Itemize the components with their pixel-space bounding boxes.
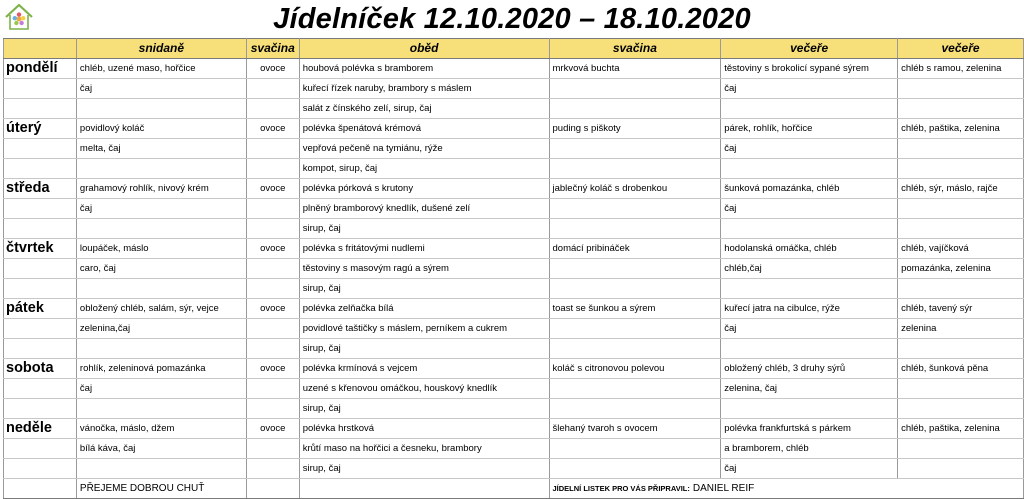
- obed-cell: houbová polévka s bramborem: [299, 59, 549, 79]
- svacina-afternoon-cell: toast se šunkou a sýrem: [549, 299, 721, 319]
- snidane-cell: zelenina,čaj: [76, 319, 246, 339]
- day-name: sobota: [4, 359, 77, 379]
- day-row: [4, 359, 1024, 379]
- day-cell-empty: [4, 439, 77, 459]
- snidane-cell: čaj: [76, 199, 246, 219]
- day-cell-empty: [4, 199, 77, 219]
- svacina-cell: [246, 99, 299, 119]
- footer-signature: [549, 479, 1024, 499]
- vecere-cell: a bramborem, chléb: [721, 439, 898, 459]
- obed-cell: polévka špenátová krémová: [299, 119, 549, 139]
- svacina-cell: [246, 379, 299, 399]
- svacina-afternoon-cell: [549, 99, 721, 119]
- day-name: pondělí: [4, 59, 77, 79]
- svacina-cell: [246, 279, 299, 299]
- snidane-cell: vánočka, máslo, džem: [76, 419, 246, 439]
- svacina-afternoon-cell: jablečný koláč s drobenkou: [549, 179, 721, 199]
- obed-cell: těstoviny s masovým ragú a sýrem: [299, 259, 549, 279]
- svacina-afternoon-cell: [549, 319, 721, 339]
- svacina-cell: [246, 139, 299, 159]
- vecere-cell: [721, 399, 898, 419]
- vecere-cell: chléb,čaj: [721, 259, 898, 279]
- day-cell-empty: [4, 379, 77, 399]
- day-name: čtvrtek: [4, 239, 77, 259]
- day-cell-empty: [4, 219, 77, 239]
- svacina-afternoon-cell: [549, 279, 721, 299]
- snidane-cell: chléb, uzené maso, hořčice: [76, 59, 246, 79]
- vecere-second-cell: [898, 399, 1024, 419]
- day-row: [4, 159, 1024, 179]
- svacina-cell: [246, 219, 299, 239]
- vecere-second-cell: chléb, paštika, zelenina: [898, 419, 1024, 439]
- vecere-second-cell: chléb s ramou, zelenina: [898, 59, 1024, 79]
- header-svacina-afternoon: svačina: [549, 39, 721, 59]
- obed-cell: plněný bramborový knedlík, dušené zelí: [299, 199, 549, 219]
- vecere-second-cell: zelenina: [898, 319, 1024, 339]
- footer-empty: [4, 479, 77, 499]
- obed-cell: sirup, čaj: [299, 339, 549, 359]
- obed-cell: polévka pórková s krutony: [299, 179, 549, 199]
- day-name: neděle: [4, 419, 77, 439]
- svacina-cell: [246, 459, 299, 479]
- vecere-cell: [721, 99, 898, 119]
- svacina-cell: [246, 339, 299, 359]
- vecere-second-cell: [898, 279, 1024, 299]
- footer-empty: [246, 479, 299, 499]
- snidane-cell: povidlový koláč: [76, 119, 246, 139]
- header-cell-day: [4, 39, 77, 59]
- day-cell-empty: [4, 319, 77, 339]
- svacina-cell: ovoce: [246, 419, 299, 439]
- snidane-cell: [76, 279, 246, 299]
- vecere-second-cell: [898, 79, 1024, 99]
- svacina-afternoon-cell: puding s piškoty: [549, 119, 721, 139]
- svacina-afternoon-cell: [549, 139, 721, 159]
- svacina-afternoon-cell: [549, 339, 721, 359]
- svacina-cell: [246, 399, 299, 419]
- vecere-second-cell: [898, 139, 1024, 159]
- obed-cell: vepřová pečeně na tymiánu, rýže: [299, 139, 549, 159]
- day-row: [4, 459, 1024, 479]
- vecere-cell: párek, rohlík, hořčice: [721, 119, 898, 139]
- day-cell-empty: [4, 399, 77, 419]
- menu-title: Jídelníček 12.10.2020 – 18.10.2020: [273, 3, 751, 35]
- day-row: [4, 439, 1024, 459]
- svacina-cell: [246, 259, 299, 279]
- vecere-cell: polévka frankfurtská s párkem: [721, 419, 898, 439]
- svacina-afternoon-cell: koláč s citronovou polevou: [549, 359, 721, 379]
- vecere-second-cell: [898, 379, 1024, 399]
- obed-cell: polévka hrstková: [299, 419, 549, 439]
- svacina-afternoon-cell: [549, 199, 721, 219]
- snidane-cell: caro, čaj: [76, 259, 246, 279]
- vecere-cell: šunková pomazánka, chléb: [721, 179, 898, 199]
- day-row: [4, 419, 1024, 439]
- snidane-cell: [76, 339, 246, 359]
- day-row: [4, 279, 1024, 299]
- vecere-second-cell: chléb, šunková pěna: [898, 359, 1024, 379]
- day-cell-empty: [4, 259, 77, 279]
- day-row: [4, 199, 1024, 219]
- obed-cell: sirup, čaj: [299, 219, 549, 239]
- day-row: [4, 259, 1024, 279]
- svacina-afternoon-cell: domácí pribináček: [549, 239, 721, 259]
- svacina-afternoon-cell: [549, 219, 721, 239]
- svacina-afternoon-cell: [549, 259, 721, 279]
- snidane-cell: loupáček, máslo: [76, 239, 246, 259]
- day-cell-empty: [4, 159, 77, 179]
- day-name: středa: [4, 179, 77, 199]
- svacina-cell: [246, 319, 299, 339]
- day-cell-empty: [4, 79, 77, 99]
- snidane-cell: grahamový rohlík, nivový krém: [76, 179, 246, 199]
- snidane-cell: bílá káva, čaj: [76, 439, 246, 459]
- day-row: [4, 299, 1024, 319]
- svacina-cell: ovoce: [246, 59, 299, 79]
- svacina-afternoon-cell: [549, 459, 721, 479]
- vecere-second-cell: [898, 459, 1024, 479]
- day-row: [4, 179, 1024, 199]
- vecere-cell: [721, 279, 898, 299]
- header-snidane: snidaně: [76, 39, 246, 59]
- vecere-second-cell: chléb, vajíčková: [898, 239, 1024, 259]
- vecere-cell: obložený chléb, 3 druhy sýrů: [721, 359, 898, 379]
- day-cell-empty: [4, 99, 77, 119]
- day-row: [4, 399, 1024, 419]
- svacina-afternoon-cell: [549, 79, 721, 99]
- vecere-second-cell: [898, 339, 1024, 359]
- day-row: [4, 99, 1024, 119]
- vecere-second-cell: [898, 199, 1024, 219]
- vecere-cell: hodolanská omáčka, chléb: [721, 239, 898, 259]
- vecere-second-cell: chléb, paštika, zelenina: [898, 119, 1024, 139]
- svacina-afternoon-cell: [549, 439, 721, 459]
- day-row: [4, 139, 1024, 159]
- day-row: [4, 339, 1024, 359]
- header-svacina-morning: svačina: [246, 39, 299, 59]
- snidane-cell: melta, čaj: [76, 139, 246, 159]
- svacina-cell: [246, 439, 299, 459]
- vecere-cell: čaj: [721, 199, 898, 219]
- snidane-cell: [76, 159, 246, 179]
- vecere-cell: zelenina, čaj: [721, 379, 898, 399]
- obed-cell: povidlové taštičky s máslem, perníkem a cukrem: [299, 319, 549, 339]
- snidane-cell: [76, 99, 246, 119]
- footer-greeting: PŘEJEME DOBROU CHUŤ: [76, 479, 246, 499]
- obed-cell: kuřecí řízek naruby, brambory s máslem: [299, 79, 549, 99]
- menu-table: [3, 38, 1024, 499]
- header-vecere-second: večeře: [898, 39, 1024, 59]
- day-cell-empty: [4, 139, 77, 159]
- snidane-cell: [76, 219, 246, 239]
- obed-cell: sirup, čaj: [299, 399, 549, 419]
- snidane-cell: čaj: [76, 379, 246, 399]
- obed-cell: salát z čínského zelí, sirup, čaj: [299, 99, 549, 119]
- header-obed: oběd: [299, 39, 549, 59]
- vecere-second-cell: chléb, sýr, máslo, rajče: [898, 179, 1024, 199]
- vecere-second-cell: [898, 99, 1024, 119]
- obed-cell: krůtí maso na hořčici a česneku, brambory: [299, 439, 549, 459]
- obed-cell: polévka s fritátovými nudlemi: [299, 239, 549, 259]
- day-row: [4, 79, 1024, 99]
- footer-empty: [299, 479, 549, 499]
- svacina-cell: [246, 79, 299, 99]
- day-row: [4, 219, 1024, 239]
- day-row: [4, 59, 1024, 79]
- snidane-cell: [76, 399, 246, 419]
- day-row: [4, 319, 1024, 339]
- obed-cell: kompot, sirup, čaj: [299, 159, 549, 179]
- vecere-second-cell: chléb, tavený sýr: [898, 299, 1024, 319]
- svacina-cell: ovoce: [246, 179, 299, 199]
- vecere-cell: čaj: [721, 139, 898, 159]
- header-row: [4, 39, 1024, 59]
- obed-cell: sirup, čaj: [299, 279, 549, 299]
- svacina-cell: ovoce: [246, 299, 299, 319]
- vecere-second-cell: [898, 159, 1024, 179]
- footer-row: [4, 479, 1024, 499]
- svacina-afternoon-cell: šlehaný tvaroh s ovocem: [549, 419, 721, 439]
- vecere-cell: těstoviny s brokolicí sypané sýrem: [721, 59, 898, 79]
- header-vecere: večeře: [721, 39, 898, 59]
- day-row: [4, 379, 1024, 399]
- snidane-cell: čaj: [76, 79, 246, 99]
- vecere-cell: čaj: [721, 459, 898, 479]
- svacina-afternoon-cell: [549, 379, 721, 399]
- day-cell-empty: [4, 279, 77, 299]
- day-name: pátek: [4, 299, 77, 319]
- prepared-name: DANIEL REIF: [692, 483, 755, 494]
- vecere-cell: kuřecí jatra na cibulce, rýže: [721, 299, 898, 319]
- svacina-afternoon-cell: [549, 159, 721, 179]
- day-row: [4, 119, 1024, 139]
- vecere-second-cell: [898, 439, 1024, 459]
- vecere-cell: čaj: [721, 79, 898, 99]
- obed-cell: uzené s křenovou omáčkou, houskový knedlík: [299, 379, 549, 399]
- snidane-cell: obložený chléb, salám, sýr, vejce: [76, 299, 246, 319]
- svacina-cell: [246, 199, 299, 219]
- obed-cell: polévka zelňačka bílá: [299, 299, 549, 319]
- day-name: úterý: [4, 119, 77, 139]
- vecere-cell: [721, 219, 898, 239]
- svacina-afternoon-cell: [549, 399, 721, 419]
- vecere-cell: čaj: [721, 319, 898, 339]
- snidane-cell: rohlík, zeleninová pomazánka: [76, 359, 246, 379]
- day-row: [4, 239, 1024, 259]
- vecere-second-cell: pomazánka, zelenina: [898, 259, 1024, 279]
- svacina-afternoon-cell: mrkvová buchta: [549, 59, 721, 79]
- day-cell-empty: [4, 459, 77, 479]
- snidane-cell: [76, 459, 246, 479]
- vecere-cell: [721, 339, 898, 359]
- svacina-cell: [246, 159, 299, 179]
- obed-cell: sirup, čaj: [299, 459, 549, 479]
- svacina-cell: ovoce: [246, 359, 299, 379]
- svacina-cell: ovoce: [246, 119, 299, 139]
- vecere-cell: [721, 159, 898, 179]
- day-cell-empty: [4, 339, 77, 359]
- prepared-label: JÍDELNÍ LISTEK PRO VÁS PŘIPRAVIL:: [552, 484, 690, 493]
- obed-cell: polévka krmínová s vejcem: [299, 359, 549, 379]
- vecere-second-cell: [898, 219, 1024, 239]
- svacina-cell: ovoce: [246, 239, 299, 259]
